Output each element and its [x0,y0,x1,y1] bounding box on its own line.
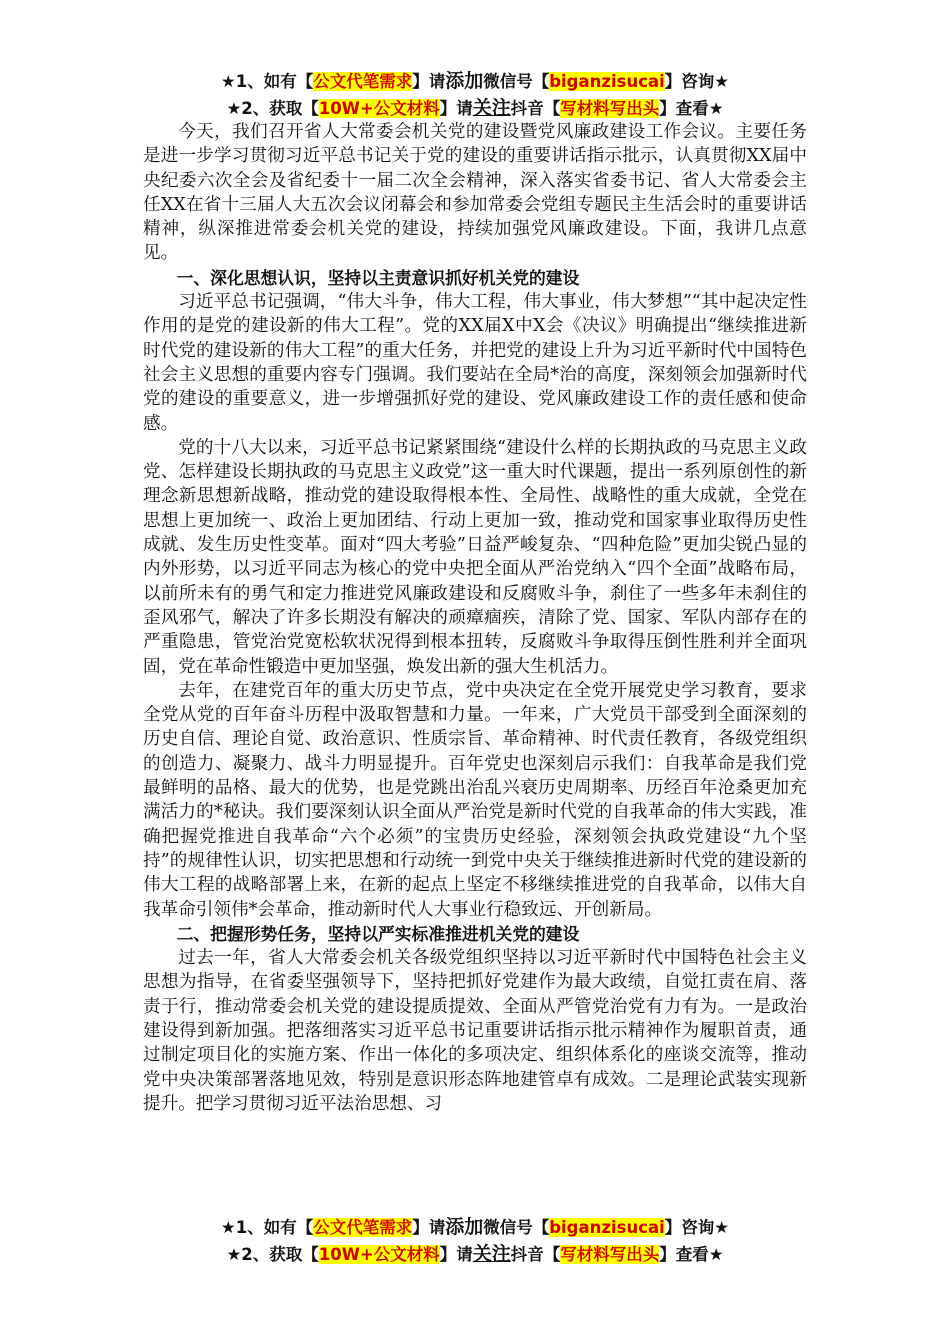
promo-banner-bottom [0,1214,950,1268]
highlight-wechat-id: biganzisucai [549,1218,665,1237]
section-heading-1: 一、深化思想认识，坚持以主责意识抓好机关党的建设 [176,267,580,288]
paragraph: 习近平总书记强调，“伟大斗争，伟大工程，伟大事业，伟大梦想”“其中起决定性作用的是党的建设新的伟大工程”。党的XX届X中X会《决议》明确提出“继续推进新时代党的建设新的伟大工程”的重大任务，并把党的建设上升为习近平新时代中国特色社会主义思想的重要内容专门强调。我们要站在全局*治的高度，深刻领会加强新时代党的建设的重要意义，进一步增强抓好党的建设、党风廉政建设工作的责任感和使命感。 [143,292,807,434]
highlight-materials: 10W+公文材料 [318,99,440,118]
highlight-wechat-id: biganzisucai [549,72,665,91]
paragraph-intro: 今天，我们召开省人大常委会机关党的建设暨党风廉政建设工作会议。主要任务是进一步学习贯彻习近平总书记关于党的建设的重要讲话指示批示，认真贯彻XX届中央纪委六次全会及省纪委十一届二次全会精神，深入落实省委书记、省人大常委会主任XX在省十三届人大五次会议闭幕会和参加常委会党组专题民主生活会时的重要讲话精神，纵深推进常委会机关党的建设，持续加强党风廉政建设。下面，我讲几点意见。 [143,122,807,264]
highlight-douyin: 写材料写出头 [560,1245,660,1264]
paragraph: 去年，在建党百年的重大历史节点，党中央决定在全党开展党史学习教育，要求全党从党的百年奋斗历程中汲取智慧和力量。一年来，广大党员干部受到全面深刻的历史自信、理论自觉、政治意识、性质宗旨、革命精神、时代责任教育，各级党组织的创造力、凝聚力、战斗力明显提升。百年党史也深刻启示我们：自我革命是我们党最鲜明的品格、最大的优势，也是党跳出治乱兴衰历史周期率、历经百年沧桑更加充满活力的*秘诀。我们要深刻认识全面从严治党是新时代党的自我革命的伟大实践，准确把握党推进自我革命“六个必须”的宝贵历史经验，深刻领会执政党建设“九个坚持”的规律性认识，切实把思想和行动统一到党中央关于继续推进新时代党的建设新的伟大工程的战略部署上来，在新的起点上坚定不移继续推进党的自我革命，以伟大自我革命引领伟*会革命，推动新时代人大事业行稳致远、开创新局。 [143,680,807,920]
highlight-service: 公文代笔需求 [313,1218,413,1237]
promo-line-1: ★1、如有【公文代笔需求】请添加微信号【biganzisucai】咨询★ [220,70,730,92]
paragraph: 过去一年，省人大常委会机关各级党组织坚持以习近平新时代中国特色社会主义思想为指导，在省委坚强领导下，坚持把抓好党建作为最大政绩，自觉扛责在肩、落责于行，推动常委会机关党的建设提质提效、全面从严管党治党有力有为。一是政治建设得到新加强。把落细落实习近平总书记重要讲话指示批示精神作为履职首责，通过制定项目化的实施方案、作出一体化的多项决定、组织体系化的座谈交流等，推动党中央决策部署落地见效，特别是意识形态阵地建管卓有成效。二是理论武装实现新提升。把学习贯彻习近平法治思想、习 [143,948,807,1114]
section-heading-2: 二、把握形势任务，坚持以严实标准推进机关党的建设 [176,923,580,944]
paragraph: 党的十八大以来，习近平总书记紧紧围绕“建设什么样的长期执政的马克思主义政党、怎样建设长期执政的马克思主义政党”这一重大时代课题，提出一系列原创性的新理念新思想新战略，推动党的建设取得根本性、全局性、战略性的重大成就，全党在思想上更加统一、政治上更加团结、行动上更加一致，推动党和国家事业取得历史性成就、发生历史性变革。面对“四大考验”日益严峻复杂、“四种危险”更加尖锐凸显的内外形势，以习近平同志为核心的党中央把全面从严治党纳入“四个全面”战略布局，以前所未有的勇气和定力推进党风廉政建设和反腐败斗争，刹住了一些多年未刹住的歪风邪气，解决了许多长期没有解决的顽瘴痼疾，清除了党、国家、军队内部存在的严重隐患，管党治党宽松软状况得到根本扭转，反腐败斗争取得压倒性胜利并全面巩固，党在革命性锻造中更加坚强，焕发出新的强大生机活力。 [143,437,807,677]
highlight-materials: 10W+公文材料 [318,1245,440,1264]
promo-line-1: ★1、如有【公文代笔需求】请添加微信号【biganzisucai】咨询★ [220,1216,730,1238]
highlight-douyin: 写材料写出头 [560,99,660,118]
promo-banner-top [0,68,950,122]
promo-line-2: ★2、获取【10W+公文材料】请关注抖音【写材料写出头】查看★ [226,97,724,119]
document-body [143,120,807,1116]
promo-line-2: ★2、获取【10W+公文材料】请关注抖音【写材料写出头】查看★ [226,1243,724,1265]
highlight-service: 公文代笔需求 [313,72,413,91]
